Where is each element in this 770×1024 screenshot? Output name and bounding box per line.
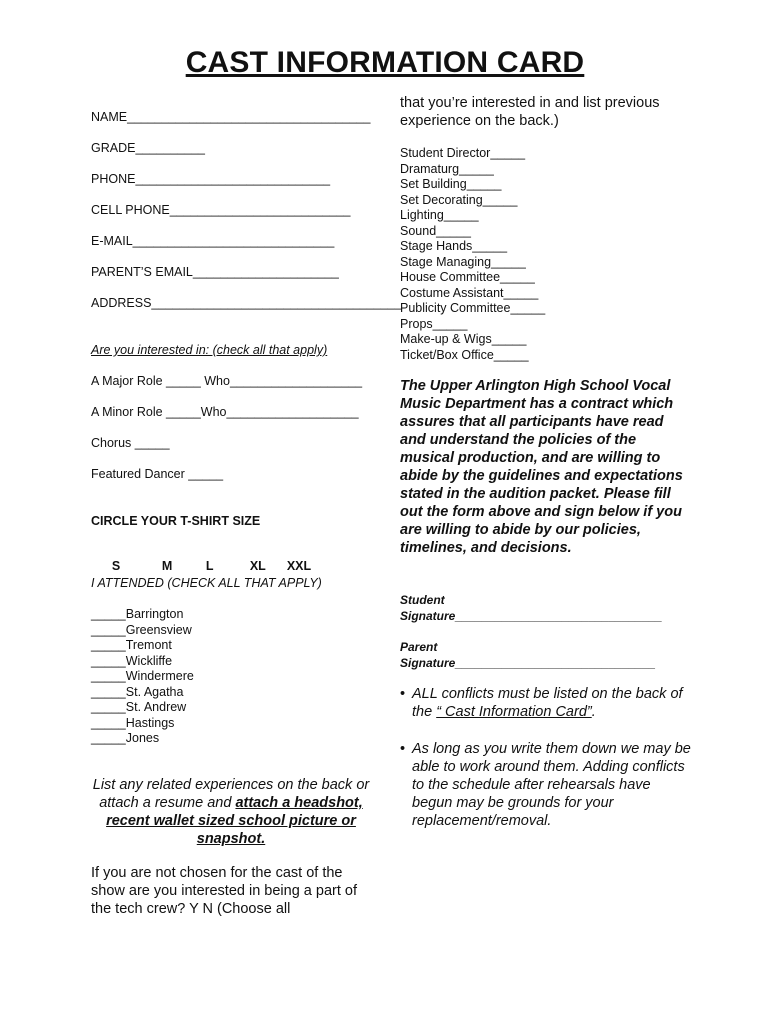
minor-role-field[interactable]: A Minor Role _____Who___________________ bbox=[91, 405, 359, 419]
crew-set-building[interactable]: Set Building_____ bbox=[400, 177, 502, 191]
school-hastings[interactable]: _____Hastings bbox=[91, 715, 175, 730]
student-signature-label: Student bbox=[400, 593, 445, 607]
cast-card-reference: “ Cast Information Card” bbox=[436, 704, 592, 720]
bullet-icon: • bbox=[400, 686, 406, 702]
size-xxl[interactable]: XXL bbox=[286, 559, 312, 573]
school-windermere[interactable]: _____Windermere bbox=[91, 669, 194, 683]
school-barrington[interactable]: _____Barrington bbox=[91, 607, 184, 621]
crew-publicity-committee[interactable]: Publicity Committee_____ bbox=[400, 301, 546, 315]
crew-makeup-wigs[interactable]: Make-up & Wigs_____ bbox=[400, 332, 527, 346]
crew-sound[interactable]: Sound_____ bbox=[400, 223, 471, 238]
address-field[interactable]: ADDRESS____________________________________ bbox=[91, 296, 402, 310]
school-greensview[interactable]: _____Greensview bbox=[91, 622, 192, 637]
name-field[interactable]: NAME___________________________________ bbox=[91, 110, 371, 124]
crew-house-committee[interactable]: House Committee_____ bbox=[400, 270, 535, 284]
policy-statement: The Upper Arlington High School Vocal Music Department has a contract which assures that all participants have read and understand the policies of the musical production, and are willing to abide by the guidelines and expectations stated in the audition packet. Please fill out the form above and sign below if you are willing to abide by our policies, timelines, and decisions. bbox=[400, 378, 683, 556]
crew-props[interactable]: Props_____ bbox=[400, 316, 468, 331]
experience-note bbox=[91, 776, 371, 848]
tech-crew-question: If you are not chosen for the cast of the show are you interested in being a part of the tech crew? Y N (Choose all bbox=[91, 865, 357, 917]
school-st-agatha[interactable]: _____St. Agatha bbox=[91, 684, 184, 699]
headshot-note: attach a headshot, recent wallet sized school picture or snapshot. bbox=[106, 795, 363, 847]
crew-lighting[interactable]: Lighting_____ bbox=[400, 208, 479, 222]
crew-costume-assistant[interactable]: Costume Assistant_____ bbox=[400, 285, 539, 300]
school-st-andrew[interactable]: _____St. Andrew bbox=[91, 700, 187, 714]
tshirt-heading: CIRCLE YOUR T-SHIRT SIZE bbox=[91, 514, 261, 528]
school-jones[interactable]: _____Jones bbox=[91, 731, 160, 745]
parent-signature-label: Parent bbox=[400, 640, 438, 654]
interest-heading: Are you interested in: (check all that apply) bbox=[91, 343, 328, 357]
crew-stage-hands[interactable]: Stage Hands_____ bbox=[400, 239, 508, 253]
conflicts-bullet bbox=[400, 685, 692, 721]
grade-field[interactable]: GRADE__________ bbox=[91, 141, 205, 155]
parent-signature-line[interactable]: Signature______________________________ bbox=[400, 656, 656, 670]
crew-set-decorating[interactable]: Set Decorating_____ bbox=[400, 192, 518, 207]
size-s[interactable]: S bbox=[111, 559, 121, 573]
size-m[interactable]: M bbox=[161, 559, 173, 573]
attended-heading: I ATTENDED (CHECK ALL THAT APPLY) bbox=[91, 576, 322, 590]
page-title: CAST INFORMATION CARD bbox=[185, 46, 585, 79]
crew-student-director[interactable]: Student Director_____ bbox=[400, 146, 526, 160]
email-field[interactable]: E-MAIL_____________________________ bbox=[91, 234, 335, 248]
conflicts-text: ALL conflicts must be listed on the back of the bbox=[412, 686, 683, 720]
crew-ticket-box-office[interactable]: Ticket/Box Office_____ bbox=[400, 347, 529, 362]
tech-crew-continued: that you’re interested in and list previous experience on the back.) bbox=[400, 95, 660, 129]
schools-list bbox=[91, 607, 194, 747]
student-signature bbox=[400, 592, 662, 624]
schedule-bullet bbox=[400, 740, 692, 830]
student-signature-line[interactable]: Signature_______________________________ bbox=[400, 609, 663, 623]
size-l[interactable]: L bbox=[205, 559, 214, 573]
school-tremont[interactable]: _____Tremont bbox=[91, 638, 172, 652]
crew-stage-managing[interactable]: Stage Managing_____ bbox=[400, 254, 526, 269]
conflicts-period: . bbox=[591, 704, 596, 720]
featured-dancer-field[interactable]: Featured Dancer _____ bbox=[91, 467, 224, 481]
experience-note-text: List any related experiences on the back or attach a resume and bbox=[92, 777, 370, 811]
chorus-field[interactable]: Chorus _____ bbox=[91, 436, 170, 450]
crew-list bbox=[400, 146, 545, 363]
major-role-field[interactable]: A Major Role _____ Who___________________ bbox=[91, 374, 363, 388]
size-xl[interactable]: XL bbox=[249, 559, 266, 573]
parent-email-field[interactable]: PARENT’S EMAIL_____________________ bbox=[91, 265, 339, 279]
phone-field[interactable]: PHONE____________________________ bbox=[91, 172, 331, 186]
school-wickliffe[interactable]: _____Wickliffe bbox=[91, 653, 173, 668]
bullet-icon: • bbox=[400, 741, 406, 757]
schedule-text: As long as you write them down we may be able to work around them. Adding conflicts to the schedule after rehearsals have begun may be grounds for your replacement/removal. bbox=[412, 741, 691, 829]
crew-dramaturg[interactable]: Dramaturg_____ bbox=[400, 161, 494, 176]
parent-signature bbox=[400, 639, 656, 671]
cell-phone-field[interactable]: CELL PHONE__________________________ bbox=[91, 203, 351, 217]
